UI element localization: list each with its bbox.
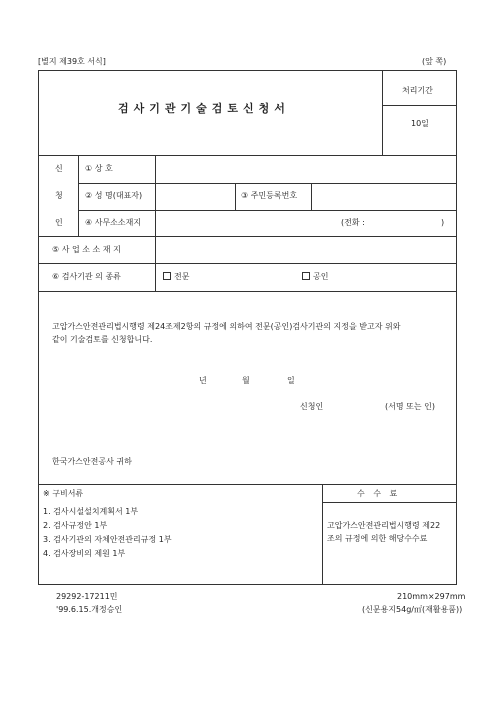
form-title: 검사기관기술검토신청서 bbox=[118, 102, 290, 115]
applicant-label: 신청인 bbox=[300, 402, 324, 411]
applicant-label-3: 인 bbox=[55, 218, 63, 227]
applicant-label-1: 신 bbox=[55, 164, 63, 173]
processing-period-value: 10일 bbox=[411, 119, 429, 128]
form-code: 29292-17211민 bbox=[56, 592, 118, 601]
business-name-label: ① 상 호 bbox=[85, 164, 113, 173]
body-line-1: 고압가스안전관리법시행령 제24조제2항의 규정에 의하여 전문(공인)검사기관의 지정을 받고자 위와 bbox=[52, 322, 401, 331]
applicant-label-2: 청 bbox=[55, 191, 63, 200]
fee-header: 수 수 료 bbox=[357, 489, 401, 498]
page-side-label: (앞 쪽) bbox=[422, 57, 447, 66]
signature-label: (서명 또는 인) bbox=[385, 402, 435, 411]
processing-period-label: 처리기간 bbox=[402, 86, 433, 95]
office-address-label: ④ 사무소소재지 bbox=[85, 218, 142, 227]
date-month: 월 bbox=[242, 376, 250, 385]
business-site-label: ⑤ 사 업 소 소 재 지 bbox=[52, 245, 121, 254]
phone-close: ) bbox=[441, 218, 445, 227]
doc-item: 1. 검사시설설치계획서 1부 bbox=[43, 507, 139, 516]
resident-number-label: ③ 주민등록번호 bbox=[241, 191, 298, 200]
paper-type: (신문용지54g/㎡(재활용품)) bbox=[362, 605, 463, 614]
date-day: 일 bbox=[287, 376, 295, 385]
checkbox[interactable] bbox=[302, 272, 310, 280]
addressee: 한국가스안전공사 귀하 bbox=[52, 457, 132, 466]
date-year: 년 bbox=[199, 376, 207, 385]
fee-line-1: 고압가스안전관리법시행령 제22 bbox=[327, 521, 441, 530]
paper-size: 210mm×297mm bbox=[397, 592, 466, 601]
body-line-2: 같이 기술검토를 신청합니다. bbox=[52, 335, 153, 344]
fee-line-2: 조의 규정에 의한 해당수수료 bbox=[327, 534, 428, 543]
form-number: [별지 제39호 서식] bbox=[38, 57, 106, 66]
approval-date: '99.6.15.개정승인 bbox=[56, 605, 123, 614]
representative-label: ② 성 명(대표자) bbox=[85, 191, 143, 200]
agency-type-label: ⑥ 검사기관 의 종류 bbox=[52, 272, 121, 281]
checkbox[interactable] bbox=[163, 272, 171, 280]
required-docs-header: ※ 구비서류 bbox=[43, 489, 84, 498]
type-option-certified[interactable]: 공인 bbox=[302, 272, 328, 282]
doc-item: 3. 검사기관의 자체안전관리규정 1부 bbox=[43, 535, 172, 544]
phone-label: (전화 : bbox=[341, 218, 365, 227]
type-option-specialized[interactable]: 전문 bbox=[163, 272, 189, 282]
doc-item: 2. 검사규정안 1부 bbox=[43, 521, 108, 530]
doc-item: 4. 검사장비의 제원 1부 bbox=[43, 549, 126, 558]
